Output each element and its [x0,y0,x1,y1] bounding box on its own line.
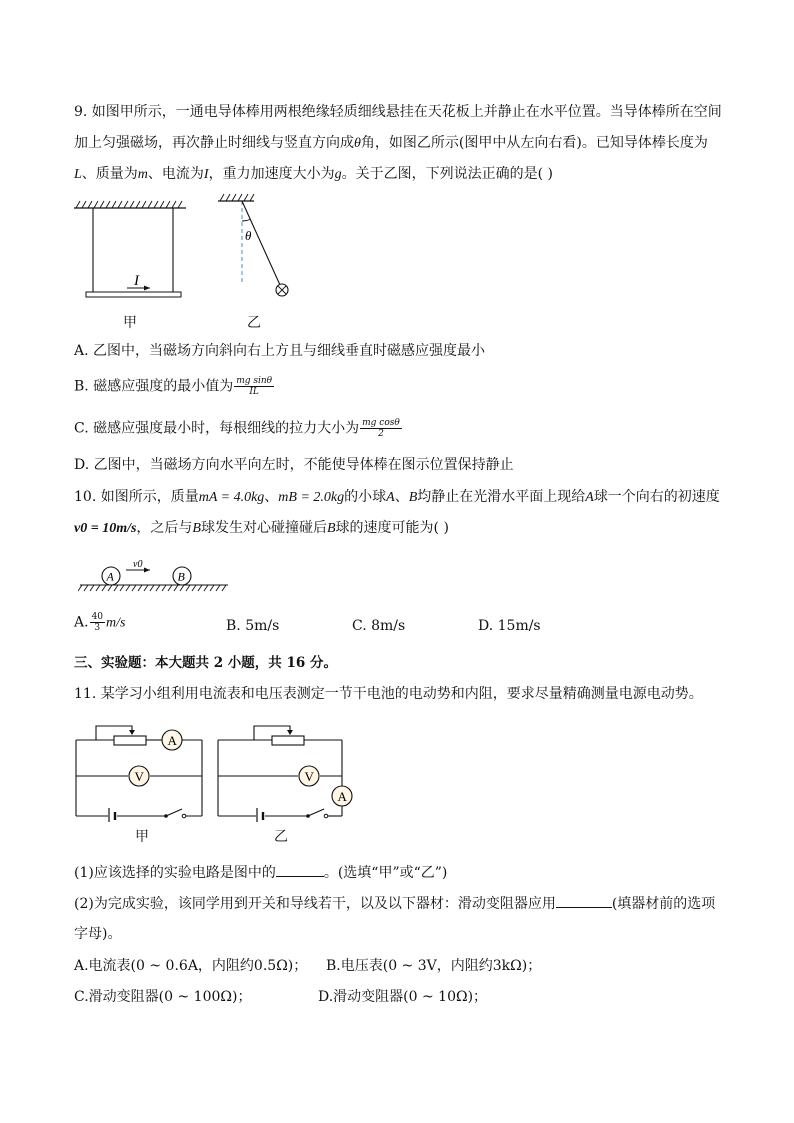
q10-option-a-fraction: $\frac{40}{3}$ [91,612,104,633]
q9-var-g: g [334,167,342,182]
q9-line-2 [74,133,708,154]
q9-var-L: L [74,167,82,182]
q9-text: 、电流为 [147,166,204,182]
q9-var-I: I [203,167,209,182]
q11-jia-caption: 甲 [135,829,149,845]
q10-option-b: B. 5m/s [226,618,280,634]
q11-item-d: D.滑动变阻器(0 ~ 10Ω)； [318,989,488,1005]
q9-yi-angle-label: θ [245,228,252,243]
q9-var-m: m [137,167,148,182]
q10-initial-velocity: v0 = 10m/s [74,521,137,536]
q11-line-1: 11. 某学习小组利用电流表和电压表测定一节干电池的电动势和内阻，要求尽量精确测量电源电动势。 [74,686,703,702]
ball-b-label: B [177,569,185,584]
q10-figure [78,558,233,594]
q9-theta: θ [354,136,361,151]
q9-option-c-fraction: $\frac{\text{mg cosθ}}{2}$ [362,418,400,439]
q9-text: 。关于乙图，下列说法正确的是( ) [341,166,553,182]
q9-text: 加上匀强磁场，再次静止时细线与竖直方向成 [74,135,354,151]
q10-option-d: D. 15m/s [478,618,541,634]
q11-item-a: A.电流表(0 ~ 0.6A，内阻约0.5Ω)； [74,958,308,974]
voltmeter-label: V [134,769,144,784]
q10-line-1: 10. 如图所示，质量mA = 4.0kg、mB = 2.0kg的小球A、B均静止在光滑水平面上现给A球一个向右的初速度 [74,489,720,505]
q11-sub-1: (1)应该选择的实验电路是图中的 。(选填“甲”或“乙”) [74,862,447,883]
q11-sub-2-cont: 字母)。 [74,926,122,942]
q9-text: ，重力加速度大小为 [208,166,335,182]
q9-option-c-text: C. 磁感应强度最小时，每根细线的拉力大小为 [74,420,360,437]
q9-figure-jia [70,200,195,305]
section-3-title: 三、实验题：本大题共 2 小题，共 16 分。 [74,655,337,671]
q9-option-c [74,418,403,439]
q9-yi-caption: 乙 [247,315,261,331]
answer-blank-1[interactable] [276,862,324,877]
q9-jia-current-label: I [134,273,139,289]
q9-line-3 [74,164,553,185]
voltmeter-label: V [304,769,314,784]
q9-line-1: 9. 如图甲所示，一通电导体棒用两根绝缘轻质细线悬挂在天花板上并静止在水平位置。当导体棒所在空间 [74,104,722,120]
q10-line-2: v0 = 10m/s，之后与B球发生对心碰撞碰后B球的速度可能为( ) [74,520,449,536]
q9-option-b [74,376,275,397]
velocity-label: v0 [133,559,143,570]
q9-figure-yi [212,193,302,305]
q9-option-d: D. 乙图中，当磁场方向水平向左时，不能使导体棒在图示位置保持静止 [74,457,514,473]
ball-a-label: A [106,569,114,584]
answer-blank-2[interactable] [556,893,612,908]
q9-text: 角，如图乙所示(图甲中从左向右看)。已知导体棒长度为 [360,135,708,151]
q11-yi-caption: 乙 [274,829,288,845]
q9-option-b-fraction: $\frac{\text{mg sinθ}}{IL}$ [236,376,273,397]
q9-jia-caption: 甲 [123,315,137,331]
q10-option-c: C. 8m/s [352,618,406,634]
q11-item-b: B.电压表(0 ~ 3V，内阻约3kΩ)； [326,958,542,974]
q11-sub-2: (2)为完成实验，该同学用到开关和导线若干，以及以下器材：滑动变阻器应用 (填器材前的选项 [74,893,715,914]
ammeter-label: A [167,733,177,748]
q9-text: 、质量为 [81,166,138,182]
q9-option-a: A. 乙图中，当磁场方向斜向右上方且与细线垂直时磁感应强度最小 [74,343,486,359]
ammeter-label: A [337,789,347,804]
q11-circuit-yi [212,722,362,822]
q10-option-a: A. $\frac{40}{3}$ m/s [74,612,126,633]
q9-option-b-text: B. 磁感应强度的最小值为 [74,378,234,395]
q10-mass-a: mA = 4.0kg [198,490,265,505]
velocity-arrow-icon [144,568,150,573]
q10-mass-b: mB = 2.0kg [278,490,345,505]
q11-circuit-jia [70,722,210,822]
q11-item-c: C.滑动变阻器(0 ~ 100Ω)； [74,989,252,1005]
